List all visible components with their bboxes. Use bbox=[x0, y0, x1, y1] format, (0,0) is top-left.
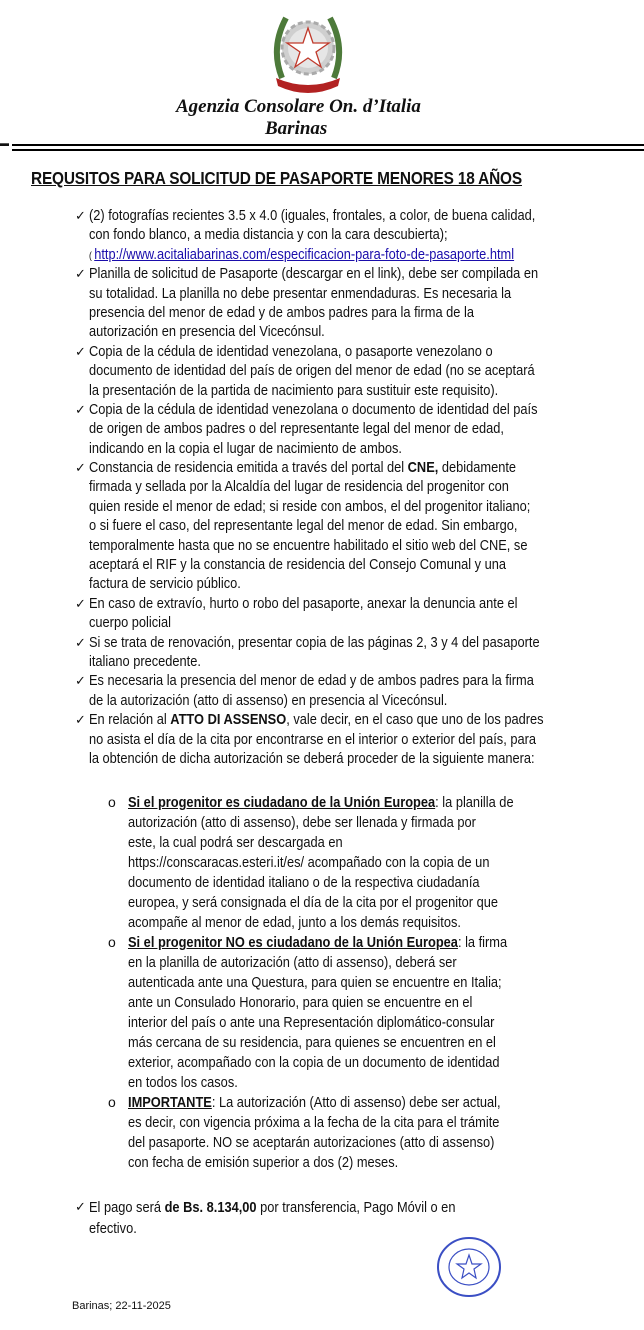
item-line bbox=[128, 853, 514, 873]
item-line bbox=[89, 555, 544, 574]
item-line bbox=[128, 913, 514, 933]
bullet-icon: o bbox=[108, 934, 116, 950]
item-line bbox=[128, 833, 514, 853]
text-run: de origen de ambos padres o del representante legal del menor de edad, bbox=[89, 420, 504, 438]
item-line bbox=[128, 1053, 514, 1073]
document-title: REQUSITOS PARA SOLICITUD DE PASAPORTE MENORES 18 AÑOS bbox=[31, 168, 522, 188]
payment-item bbox=[77, 1197, 518, 1239]
text-run: CNE, bbox=[407, 459, 439, 477]
item-line bbox=[128, 793, 514, 813]
item-line bbox=[128, 1033, 514, 1053]
requirements-list bbox=[75, 206, 621, 768]
item-line bbox=[89, 691, 544, 710]
list-item bbox=[108, 933, 579, 1093]
text-run: ATTO DI ASSENSO bbox=[170, 711, 287, 729]
item-line bbox=[128, 993, 514, 1013]
item-line bbox=[89, 477, 544, 496]
margin-marker: ▬ bbox=[0, 138, 9, 148]
text-run: interior del país o ante una Representación diplomático-consular bbox=[128, 1014, 495, 1031]
item-line bbox=[89, 594, 544, 613]
text-run: documento de identidad italiano o de la respectiva ciudadanía bbox=[128, 874, 480, 891]
item-line bbox=[89, 458, 544, 477]
text-run: cuerpo policial bbox=[89, 614, 171, 632]
text-run: Si el progenitor es ciudadano de la Unión Europea bbox=[128, 794, 436, 811]
text-run: En caso de extravío, hurto o robo del pasaporte, anexar la denuncia ante el bbox=[89, 594, 518, 612]
text-run: Es necesaria la presencia del menor de edad y de ambos padres para la firma bbox=[89, 672, 534, 690]
text-run: Copia de la cédula de identidad venezolana, o pasaporte venezolano o bbox=[89, 342, 493, 360]
text-run: ( bbox=[89, 250, 95, 262]
text-run: de la autorización (atto di assenso) en presencia al Vicecónsul. bbox=[89, 691, 448, 709]
text-run: es decir, con vigencia próxima a la fecha de la cita para el trámite bbox=[128, 1114, 500, 1131]
text-run: ante un Consulado Honorario, para quien se encuentre en el bbox=[128, 994, 473, 1011]
text-run: con fecha de emisión superior a dos (2) meses. bbox=[128, 1154, 399, 1171]
text-run: Si se trata de renovación, presentar copia de las páginas 2, 3 y 4 del pasaporte bbox=[89, 633, 540, 651]
text-run: la obtención de dicha autorización se deberá proceder de la siguiente manera: bbox=[89, 749, 535, 767]
text-run: más cercana de su residencia, para quienes se encuentren en el bbox=[128, 1034, 496, 1051]
document-date: Barinas; 22-11-2025 bbox=[72, 1300, 171, 1312]
text-run: europea, y será consignada el día de la cita por el progenitor que bbox=[128, 894, 499, 911]
text-run: autorización (atto di assenso), debe ser llenada y firmada por bbox=[128, 814, 476, 831]
text-run: de Bs. 8.134,00 bbox=[164, 1199, 257, 1216]
list-item bbox=[75, 671, 621, 710]
text-run: https://conscaracas.esteri.it/es/ acompañado con la copia de un bbox=[128, 854, 490, 871]
item-line bbox=[89, 497, 544, 516]
header-rule-bottom bbox=[12, 149, 644, 151]
text-run: aceptará el RIF y la constancia de residencia del Consejo Comunal y una bbox=[89, 556, 507, 574]
text-run: Si el progenitor NO es ciudadano de la Unión Europea bbox=[128, 934, 458, 951]
item-line bbox=[128, 1093, 514, 1113]
list-item bbox=[75, 594, 621, 633]
item-line bbox=[128, 1113, 514, 1133]
text-run: exterior, acompañado con la copia de un documento de identidad bbox=[128, 1054, 500, 1071]
consular-stamp bbox=[436, 1236, 502, 1298]
list-item bbox=[75, 458, 621, 594]
list-item bbox=[75, 206, 621, 264]
item-line bbox=[89, 536, 544, 555]
text-run: documento de identidad del país de origen del menor de edad (no se aceptará bbox=[89, 362, 535, 380]
text-run: : la planilla de bbox=[435, 794, 514, 811]
text-run: Planilla de solicitud de Pasaporte (descargar en el link), debe ser compilada en bbox=[89, 265, 539, 283]
item-line bbox=[89, 1197, 455, 1218]
text-run: con fondo blanco, a media distancia y con la cara descubierta); bbox=[89, 226, 448, 244]
item-line bbox=[89, 419, 544, 438]
checkmark-icon: ✓ bbox=[75, 343, 86, 359]
text-run: debidamente bbox=[438, 459, 517, 477]
bullet-icon: o bbox=[108, 794, 116, 810]
item-line bbox=[89, 516, 544, 535]
text-run: este, la cual podrá ser descargada en bbox=[128, 834, 343, 851]
item-line bbox=[128, 893, 514, 913]
item-line bbox=[89, 730, 544, 749]
text-run: en todos los casos. bbox=[128, 1074, 238, 1091]
item-line bbox=[128, 813, 514, 833]
text-run: indicando en la copia el lugar de nacimiento de ambos. bbox=[89, 439, 402, 457]
checkmark-icon: ✓ bbox=[75, 673, 86, 689]
checkmark-icon: ✓ bbox=[75, 595, 86, 611]
text-run: Constancia de residencia emitida a través del portal del bbox=[89, 459, 408, 477]
list-item bbox=[77, 1197, 518, 1239]
item-line bbox=[89, 322, 544, 341]
item-line bbox=[128, 973, 514, 993]
item-line bbox=[89, 381, 544, 400]
list-item bbox=[108, 1093, 579, 1173]
item-line bbox=[89, 264, 544, 283]
header-rule-top bbox=[12, 144, 644, 146]
list-item bbox=[75, 264, 621, 342]
item-line bbox=[128, 1133, 514, 1153]
text-run: temporalmente hasta que no se encuentre habilitado el sitio web del CNE, se bbox=[89, 536, 528, 554]
list-item bbox=[75, 400, 621, 458]
checkmark-icon: ✓ bbox=[75, 266, 86, 282]
text-run: factura de servicio público. bbox=[89, 575, 241, 593]
item-line bbox=[128, 953, 514, 973]
item-line bbox=[89, 749, 544, 768]
atto-di-assenso-sublist bbox=[108, 793, 579, 1173]
item-line bbox=[89, 652, 544, 671]
checkmark-icon: ✓ bbox=[75, 712, 86, 728]
agency-city: Barinas bbox=[265, 118, 328, 139]
text-run: En relación al bbox=[89, 711, 171, 729]
text-run: autenticada ante una Questura, para quien se encuentre en Italia; bbox=[128, 974, 502, 991]
text-run: IMPORTANTE bbox=[128, 1094, 212, 1111]
text-run: acompañe al menor de edad, junto a los demás requisitos. bbox=[128, 914, 461, 931]
item-line bbox=[128, 1073, 514, 1093]
item-line bbox=[128, 873, 514, 893]
checkmark-icon: ✓ bbox=[75, 401, 86, 417]
bullet-icon: o bbox=[108, 1094, 116, 1110]
checkmark-icon: ✓ bbox=[75, 1199, 86, 1214]
item-line bbox=[89, 613, 544, 632]
text-run: efectivo. bbox=[89, 1220, 137, 1237]
text-run: firmada y sellada por la Alcaldía del lugar de residencia del progenitor con bbox=[89, 478, 509, 496]
item-line bbox=[89, 671, 544, 690]
agency-name: Agenzia Consolare On. d’Italia bbox=[176, 96, 421, 117]
item-line bbox=[89, 245, 544, 264]
item-line bbox=[128, 1153, 514, 1173]
checkmark-icon: ✓ bbox=[75, 208, 86, 223]
text-run: , vale decir, en el caso que uno de los padres bbox=[286, 711, 544, 729]
text-run: Copia de la cédula de identidad venezolana o documento de identidad del país bbox=[89, 400, 538, 418]
text-run: presencia del menor de edad y de ambos padres para la firma de la bbox=[89, 303, 474, 321]
italian-emblem bbox=[268, 8, 348, 96]
text-run: quien reside el menor de edad; si reside con ambos, el del progenitor italiano; bbox=[89, 497, 531, 515]
list-item bbox=[75, 710, 621, 768]
text-run: del pasaporte. NO se aceptarán autorizaciones (atto di assenso) bbox=[128, 1134, 495, 1151]
text-run: : la firma bbox=[457, 934, 508, 951]
text-run: italiano precedente. bbox=[89, 652, 201, 670]
text-run: o si fuere el caso, del representante legal del menor de edad. Sin embargo, bbox=[89, 517, 518, 535]
text-run: en la planilla de autorización (atto di assenso), deberá ser bbox=[128, 954, 457, 971]
text-run: por transferencia, Pago Móvil o en bbox=[256, 1199, 456, 1216]
item-line bbox=[89, 1218, 455, 1239]
item-line bbox=[89, 284, 544, 303]
item-line bbox=[89, 206, 544, 225]
item-line bbox=[89, 361, 544, 380]
item-line bbox=[89, 225, 544, 244]
checkmark-icon: ✓ bbox=[75, 634, 86, 650]
list-item bbox=[75, 633, 621, 672]
item-line bbox=[89, 633, 544, 652]
item-line bbox=[128, 933, 514, 953]
checkmark-icon: ✓ bbox=[75, 460, 86, 476]
item-line bbox=[89, 710, 544, 729]
text-run: El pago será bbox=[89, 1199, 165, 1216]
item-line bbox=[89, 400, 544, 419]
item-line bbox=[89, 303, 544, 322]
text-run: la presentación de la partida de nacimiento para sustituir este requisito). bbox=[89, 381, 499, 399]
text-run: no asista el día de la cita por encontrarse en el interior o exterior del país, para bbox=[89, 730, 536, 748]
photo-spec-link[interactable]: http://www.acitaliabarinas.com/especificacion-para-foto-de-pasaporte.html bbox=[94, 245, 515, 263]
list-item bbox=[75, 342, 621, 400]
item-line bbox=[89, 342, 544, 361]
text-run: : La autorización (Atto di assenso) debe ser actual, bbox=[211, 1094, 501, 1111]
text-run: autorización en presencia del Vicecónsul. bbox=[89, 323, 325, 341]
item-line bbox=[89, 439, 544, 458]
text-run: su totalidad. La planilla no debe presentar enmendaduras. Es necesaria la bbox=[89, 284, 512, 302]
text-run: (2) fotografías recientes 3.5 x 4.0 (iguales, frontales, a color, de buena calidad, bbox=[89, 207, 536, 224]
item-line bbox=[128, 1013, 514, 1033]
item-line bbox=[89, 574, 544, 593]
list-item bbox=[108, 793, 579, 933]
